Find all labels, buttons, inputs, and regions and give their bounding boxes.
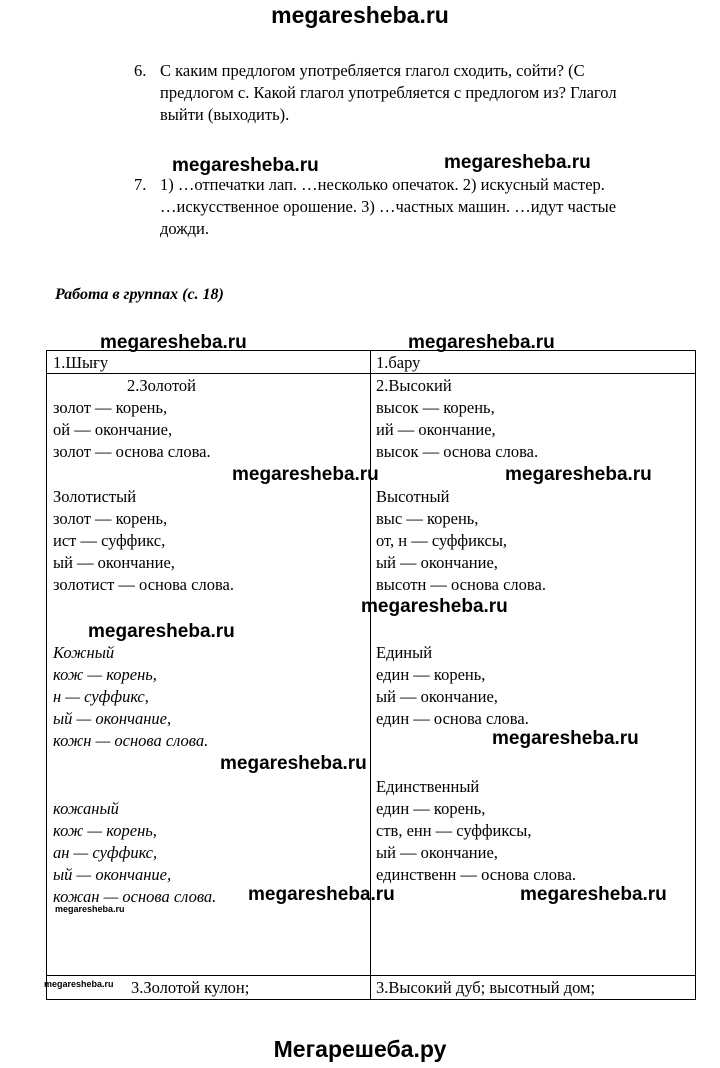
- watermark: megaresheba.ru: [100, 332, 247, 353]
- left-line: 2.Золотой: [127, 376, 197, 395]
- watermark: megaresheba.ru: [172, 155, 319, 176]
- left-line: золотист — основа слова.: [53, 575, 234, 594]
- table-cell-row3-left: 3.Золотой кулон;: [131, 978, 250, 997]
- right-line: ств, енн — суффиксы,: [376, 821, 532, 840]
- right-line: Единственный: [376, 777, 480, 796]
- left-line: ой — окончание,: [53, 420, 173, 439]
- left-line: кожн — основа слова.: [53, 731, 209, 750]
- right-line: Высотный: [376, 487, 450, 506]
- watermark: megaresheba.ru: [248, 884, 395, 905]
- watermark: megaresheba.ru: [444, 152, 591, 173]
- right-line: ий — окончание,: [376, 420, 496, 439]
- right-line: от, н — суффиксы,: [376, 531, 508, 550]
- watermark: megaresheba.ru: [520, 884, 667, 905]
- question-line: 1) …отпечатки лап. …несколько опечаток. 2) искусный мастер.: [160, 175, 605, 194]
- left-line: Золотистый: [53, 487, 137, 506]
- section-title: Работа в группах (с. 18): [55, 286, 224, 303]
- watermark: megaresheba.ru: [492, 728, 639, 749]
- left-line: ый — окончание,: [53, 865, 172, 884]
- question-7: [134, 174, 704, 240]
- table-cell-row1-left: 1.Шығу: [53, 353, 109, 372]
- question-line: дожди.: [160, 219, 209, 238]
- left-line: Кожный: [53, 643, 115, 662]
- right-line: ый — окончание,: [376, 843, 498, 862]
- question-line: …искусственное орошение. 3) …частных машин. …идут частые: [160, 197, 617, 216]
- watermark-small: megaresheba.ru: [44, 979, 114, 989]
- right-line: един — корень,: [376, 799, 486, 818]
- question-line: выйти (выходить).: [160, 105, 290, 124]
- left-line: кож — корень,: [53, 821, 157, 840]
- site-footer: Мегарешеба.ру: [273, 1036, 447, 1062]
- question-line: С каким предлогом употребляется глагол сходить, сойти? (С: [160, 61, 585, 80]
- right-line: Единый: [376, 643, 433, 662]
- watermark: megaresheba.ru: [408, 332, 555, 353]
- watermark: megaresheba.ru: [88, 621, 235, 642]
- row-divider: [47, 975, 695, 976]
- left-line: кож — корень,: [53, 665, 157, 684]
- left-line: ый — окончание,: [53, 709, 172, 728]
- left-line: н — суффикс,: [53, 687, 149, 706]
- left-line: кожан — основа слова.: [53, 887, 217, 906]
- left-line: золот — корень,: [53, 398, 168, 417]
- watermark: megaresheba.ru: [361, 596, 508, 617]
- left-line: золот — основа слова.: [53, 442, 211, 461]
- row-divider: [47, 373, 695, 374]
- right-line: единственн — основа слова.: [376, 865, 577, 884]
- right-line: един — основа слова.: [376, 709, 529, 728]
- question-number: 7.: [134, 175, 147, 194]
- watermark: megaresheba.ru: [220, 753, 367, 774]
- right-line: высотн — основа слова.: [376, 575, 546, 594]
- right-line: ый — окончание,: [376, 687, 498, 706]
- question-line: предлогом с. Какой глагол употребляется с предлогом из? Глагол: [160, 83, 617, 102]
- table-cell-row3-right: 3.Высокий дуб; высотный дом;: [376, 978, 596, 997]
- right-line: высок — корень,: [376, 398, 495, 417]
- left-line: золот — корень,: [53, 509, 168, 528]
- right-line: 2.Высокий: [376, 376, 452, 395]
- left-line: ый — окончание,: [53, 553, 175, 572]
- question-number: 6.: [134, 61, 147, 80]
- right-line: ый — окончание,: [376, 553, 498, 572]
- question-6: [134, 60, 704, 126]
- site-header: megaresheba.ru: [271, 2, 449, 28]
- left-line: ист — суффикс,: [53, 531, 166, 550]
- table-cell-row1-right: 1.бару: [376, 353, 421, 372]
- right-line: выс — корень,: [376, 509, 479, 528]
- watermark-small: megaresheba.ru: [55, 904, 125, 914]
- watermark: megaresheba.ru: [232, 464, 379, 485]
- left-line: ан — суффикс,: [53, 843, 158, 862]
- right-line: един — корень,: [376, 665, 486, 684]
- right-line: высок — основа слова.: [376, 442, 539, 461]
- watermark: megaresheba.ru: [505, 464, 652, 485]
- left-line: кожаный: [53, 799, 119, 818]
